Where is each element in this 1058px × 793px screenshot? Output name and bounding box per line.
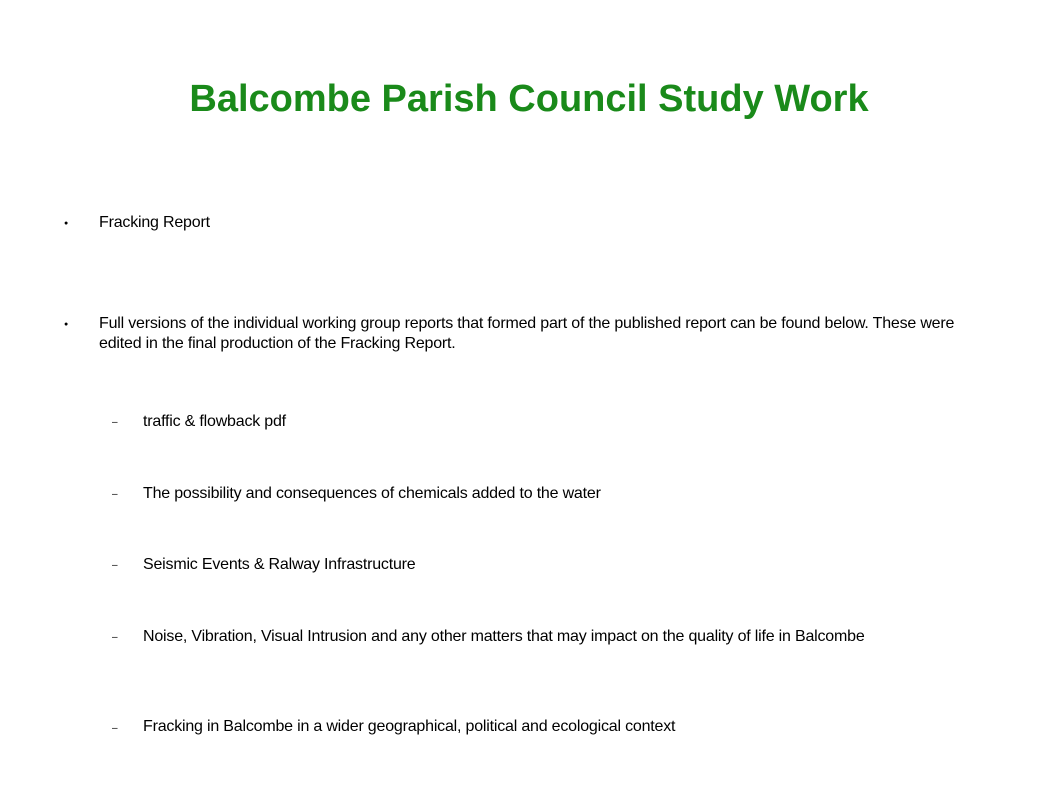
bullet-fracking-report: Fracking Report [99,214,210,231]
sub-item-noise-vibration[interactable]: Noise, Vibration, Visual Intrusion and any other matters that may impact on the quality of life in Balcombe [143,628,865,645]
sub-item-wider-context[interactable]: Fracking in Balcombe in a wider geographical, political and ecological context [143,718,676,735]
bullet-marker: ● [64,220,69,227]
sub-item-traffic-flowback[interactable]: traffic & flowback pdf [143,413,286,430]
sub-item-seismic[interactable]: Seismic Events & Ralway Infrastructure [143,556,416,573]
dash-marker: – [112,489,118,500]
slide-title: Balcombe Parish Council Study Work [189,78,869,120]
sub-item-chemicals[interactable]: The possibility and consequences of chemicals added to the water [143,485,601,502]
dash-marker: – [112,723,118,734]
dash-marker: – [112,632,118,643]
bullet-marker: ● [64,321,69,328]
dash-marker: – [112,560,118,571]
dash-marker: – [112,417,118,428]
bullet-full-versions: Full versions of the individual working group reports that formed part of the published report can be found below. These were edited in the final production of the Fracking Report. [99,315,955,352]
